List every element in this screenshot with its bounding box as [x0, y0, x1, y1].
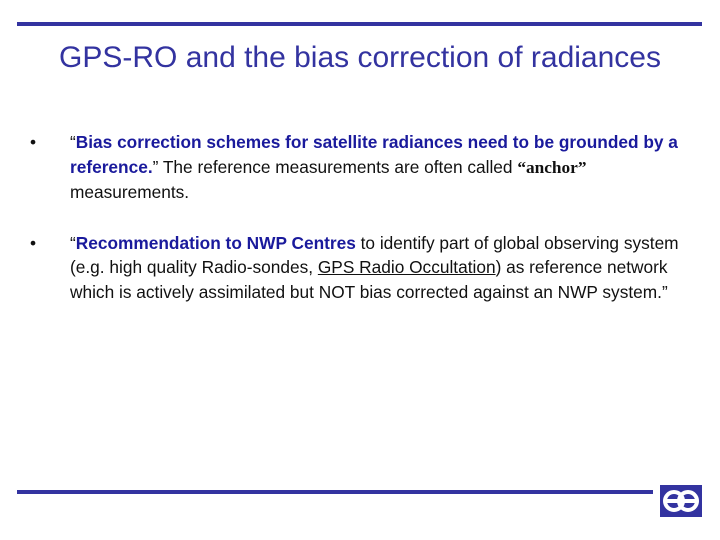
bullet-marker: •: [30, 232, 37, 253]
bullet-1-close-quote: ”: [152, 156, 159, 177]
bullet-1-emphasis: Bias correction schemes for satellite radiances need to be grounded by a reference.: [70, 132, 678, 177]
bullet-2-open-quote: “: [70, 232, 76, 253]
bullet-1-text-a: The reference measurements are often called: [158, 156, 518, 177]
bottom-rule: [17, 490, 653, 494]
bullet-1-text-b: measurements.: [70, 182, 190, 202]
bullet-1-anchor-term: “anchor”: [517, 157, 587, 177]
bullet-2-emphasis: Recommendation to NWP Centres: [75, 232, 356, 253]
bullet-2-text-a: to identify part of global observing system (e.g. high quality Radio-sondes,: [70, 232, 679, 277]
bullet-2-text-b: ) as reference network which is actively assimilated but NOT bias corrected against an NWP system.”: [70, 257, 668, 302]
slide-title: GPS-RO and the bias correction of radiances: [59, 41, 661, 74]
bullet-item-1: [30, 130, 680, 205]
bullet-marker: •: [30, 132, 37, 152]
bullet-item-2: [30, 231, 680, 305]
gps-ro-link[interactable]: GPS Radio Occultation: [317, 257, 496, 277]
bullet-list: [30, 130, 680, 330]
bullet-1-open-quote: “: [70, 132, 76, 152]
top-rule: [17, 22, 702, 26]
ecmwf-logo-icon: [660, 485, 702, 517]
